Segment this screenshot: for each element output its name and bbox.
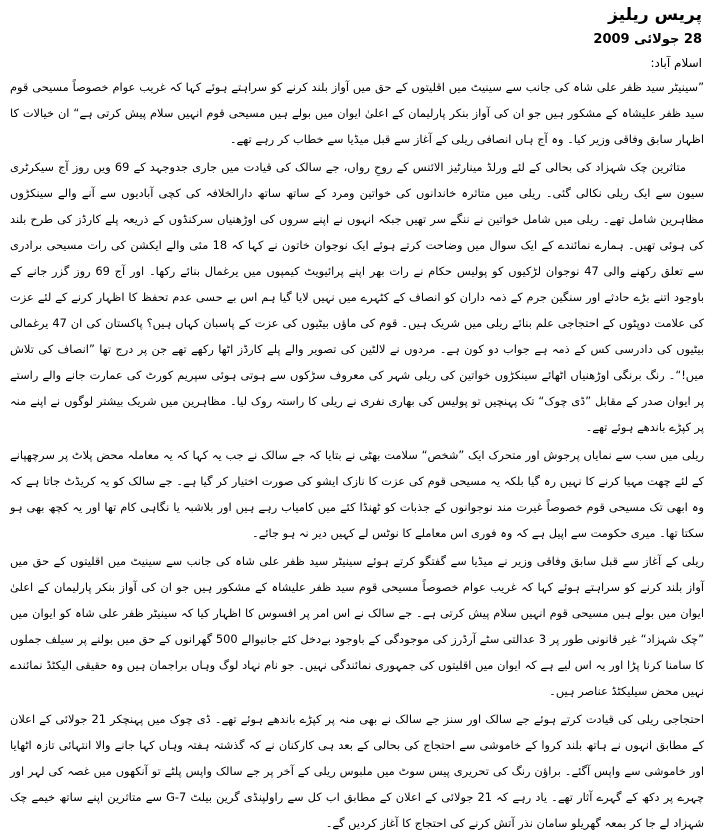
dateline-place: اسلام آباد:: [650, 56, 702, 70]
document-title: پریس ریلیز: [608, 5, 702, 25]
paragraph-1: ”سینیٹر سید ظفر علی شاہ کی جانب سے سینیٹ میں اقلیتوں کے حق میں آواز بلند کرنے کو سراہتے ہوئے کہا کہ غریب عوام خصوصاً مسیحی قوم سید ظفر علیشاہ کے مشکور ہیں جو ان کی آواز بنکر پارلیمان کے اعلیٰ ایوان میں بولے ہیں مسیحی قوم انہیں سلام پیش کرتی ہے“ ان خیالات کا اظہار سابق وفاقی وزیر کیا۔ وہ آج ہاں انصافی ریلی کے آغاز سے قبل میڈیا سے خطاب کر رہے تھے۔: [10, 80, 704, 146]
document-date: 28 جولائی 2009: [593, 32, 702, 47]
paragraph-2: متاثرین چک شہزاد کی بحالی کے لئے ورلڈ مینارٹیز الائنس کے روحِ رواں، جے سالک کی قیادت میں جاری جدوجہد کے 69 ویں روز آج سیکرٹری سیون سے ایک ریلی نکالی گئی۔ ریلی میں متاثرہ خاندانوں کی خواتین ومرد کے ساتھ ساتھ دارالخلافہ کی کچی آبادیوں سے آنے والے سینکڑوں مظاہرین شامل تھے۔ ریلی میں شامل خواتین نے ننگے سر تھیں جبکہ انہوں نے اپنے سروں کی اوڑھنیاں سرکنڈوں کے ذریعہ پلے کارڈز کی طرح بلند کی ہوئی تھیں۔ ہمارے نمائندے کے ایک سوال میں وضاحت کرتے ہوئے ایک نوجوان خاتون نے کہا کہ 18 مئی والے ایکشن کی رات مسیحی برادری سے تعلق رکھنے والی 47 نوجوان لڑکیوں کو پولیس حکام نے رات بھر اپنے پرائیویٹ کیمپوں میں یرغمال بنائے رکھا۔ اور آج 69 روز گزر جانے کے باوجود اتنے بڑے حادثے اور سنگین جرم کے ذمہ داران کو انصاف کے کٹہرے میں نہیں لایا گیا ہم اس بے حسی عدم تحفظ کا اظہار کرنے کے لئے عزت کی علامت دوپٹوں کے احتجاجی علم بنائے ریلی میں شریک ہیں۔ قوم کی ماؤں بیٹیوں کی عزت کے پاسبان کہاں ہیں؟ پاکستان کی ان 47 یرغمالی بیٹیوں کی دادرسی کس کے ذمہ ہے جواب دو کون ہے۔ مردوں نے لالٹین کی تصویر والے پلے کارڈز اٹھا رکھے تھے جن پر درج تھا ”انصاف کی تلاش میں!“۔ رنگ برنگی اوڑھنیاں اٹھائے سینکڑوں خواتین کی ریلی شہر کی معروف سڑکوں سے ہوتی ہوئی سپریم کورٹ کی عمارت جانے والے راستے پر ایوان صدر کے مقابل ”ڈی چوک“ تک پہنچیں تو پولیس کی بھاری نفری نے ریلی کا راستہ روک لیا۔ مظاہرین میں شریک بیشتر لوگوں نے اپنے منہ پر کپڑے باندھے ہوئے تھے۔: [10, 160, 704, 434]
paragraph-5: احتجاجی ریلی کی قیادت کرتے ہوئے جے سالک اور سنز جے سالک نے بھی منہ پر کپڑے باندھے ہوئے تھے۔ ڈی چوک میں پہنچکر 21 جولائی کے اعلان کے مطابق انہوں نے ہاتھ بلند کروا کے خاموشی سے احتجاج کی بحالی کے بعد ہی کارکنان نے کہ گذشتہ ہفتہ وہاں کہا جانے والا انتہائی تازہ اٹھایا اور خاموشی سے واپس آگئے۔ براؤن رنگ کی تحریری پیس سوٹ میں ملبوس ریلی کے آخر پر جے سالک واپس پلٹے تو آنکھوں میں غصہ کی لہر اور چہرے پر دکھ کے گہرے آثار تھے۔ یاد رہے کہ 21 جولائی کے اعلان کے مطابق اب کل سے راولپنڈی گرین بیلٹ G-7 سے متاثرین اپنے ساتھ خیمے چک شہزاد لے جا کر بمعہ گھریلو سامان نذر آتش کرنے کی احتجاج کا آغاز کردیں گے۔: [10, 712, 704, 830]
paragraph-4: ریلی کے آغاز سے قبل سابق وفاقی وزیر نے میڈیا سے گفتگو کرتے ہوئے سینیٹر سید ظفر علی شاہ کی جانب سے سینیٹ میں اقلیتوں کے حق میں آواز بلند کرنے کو سراہتے ہوئے کہا کہ غریب عوام خصوصاً مسیحی قوم سید ظفر علیشاہ کے مشکور ہیں جو ان کی آواز بنکر پارلیمان کے اعلیٰ ایوان میں بولے ہیں مسیحی قوم انہیں سلام پیش کرتی ہے۔ جے سالک نے اس امر پر افسوس کا اظہار کیا کہ سینیٹر ظفر علی شاہ کو ایوان میں ”چک شہزاد“ غیر قانونی طور پر 3 عدالتی سٹے آرڈرز کی موجودگی کے باوجود بےدخل کئے جانیوالے 500 گھرانوں کے حق میں بولنے پر سیلف جملوں کا سامنا کرنا پڑا اور یہ اس لیے ہے کہ ایوان میں اقلیتوں کی جمہوری نمائندگی نہیں۔ جو نام نہاد لوگ وہاں براجمان ہیں وہ حقیقی الیکٹڈ نمائندے نہیں محض سیلیکٹڈ عناصر ہیں۔: [10, 554, 704, 698]
paragraph-3: ریلی میں سب سے نمایاں پرجوش اور متحرک ایک ”شخص“ سلامت بھٹی نے بتایا کہ جے سالک نے جب یہ کہا کہ یہ معاملہ محض پلاٹ پر سرچھپانے کے لئے چھت مہیا کرنے کا نہیں رہ گیا بلکہ یہ مسیحی قوم کی عزت کا نازک ایشو کی صورت اختیار کر گیا ہے۔ جے سالک کو یہ کریڈٹ جاتا ہے کہ وہ ابھی تک مسیحی قوم خصوصاً غیرت مند نوجوانوں کے جذبات کو ٹھنڈا کئے میں کامیاب رہے ہیں اور بلاشبہ یا نگاہی کام تھا اور یہ کچھ بھی ہو سکتا تھا۔ میری حکومت سے اپیل ہے کہ وہ فوری اس معاملے کا نوٹس لے کہیں دیر نہ ہو جائے۔: [10, 448, 704, 540]
